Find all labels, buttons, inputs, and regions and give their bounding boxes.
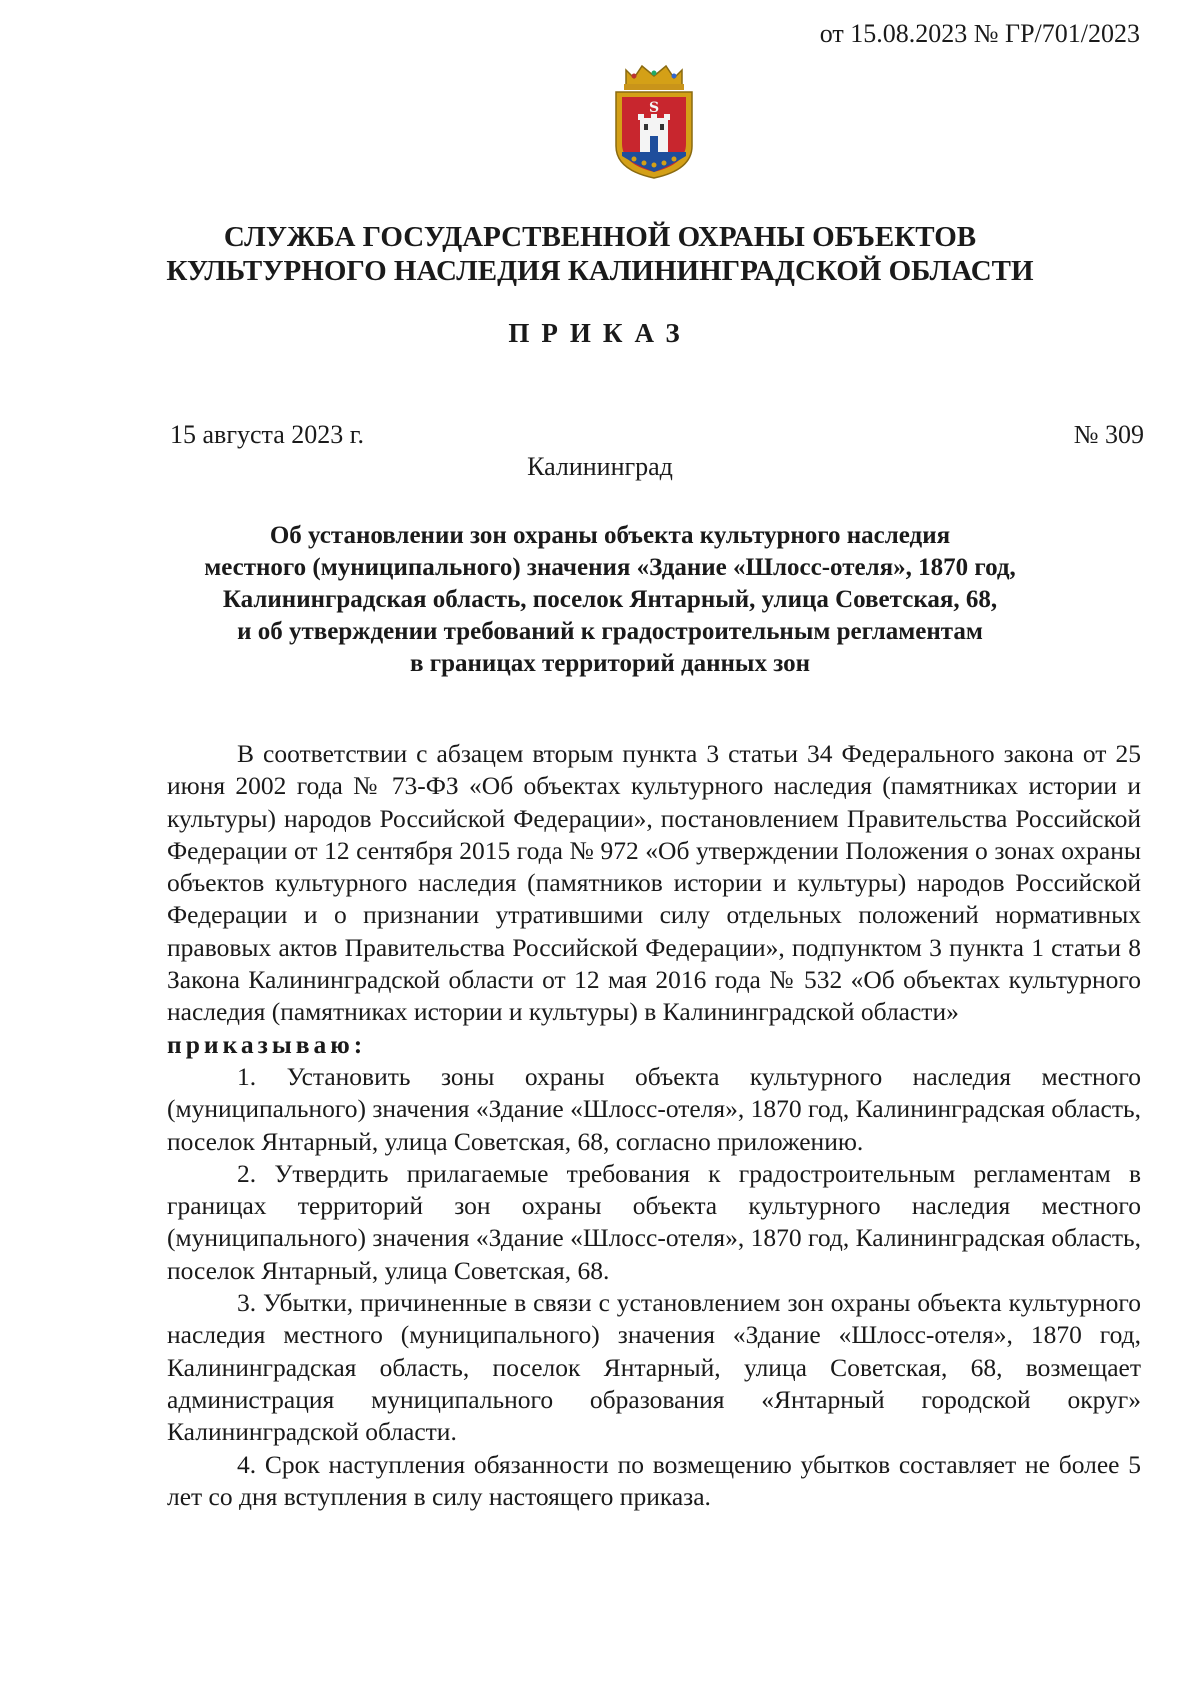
- order-item-3: 3. Убытки, причиненные в связи с установлением зон охраны объекта культурного наследия местного (муниципального) значения «Здание «Шлосс-отеля», 1870 год, Калининградская область, поселок Янтарный, улица Советская, 68, возмещает администрация муниципального образования «Янтарный городской округ» Калининградской области.: [167, 1288, 1141, 1447]
- document-type: ПРИКАЗ: [508, 318, 692, 348]
- title-line: местного (муниципального) значения «Здание «Шлосс-отеля», 1870 год,: [204, 554, 1016, 581]
- document-number: № 309: [1073, 420, 1144, 449]
- agency-name-line-2: КУЛЬТУРНОГО НАСЛЕДИЯ КАЛИНИНГРАДСКОЙ ОБЛАСТИ: [166, 255, 1034, 287]
- svg-text:S: S: [648, 100, 660, 116]
- document-date: 15 августа 2023 г.: [170, 420, 364, 449]
- document-city: Калининград: [527, 452, 673, 481]
- registration-reference: от 15.08.2023 № ГР/701/2023: [819, 19, 1140, 48]
- coat-of-arms-icon: [608, 62, 700, 180]
- order-item-1: 1. Установить зоны охраны объекта культурного наследия местного (муниципального) значения «Здание «Шлосс-отеля», 1870 год, Калининградская область, поселок Янтарный, улица Советская, 68, согласно приложению.: [167, 1061, 1141, 1156]
- document-body: [167, 738, 1141, 1513]
- document-title: [140, 520, 1080, 680]
- order-item-2: 2. Утвердить прилагаемые требования к градостроительным регламентам в границах территорий зон охраны объекта культурного наследия местного (муниципального) значения «Здание «Шлосс-отеля», 1870 год, Калининградская область, поселок Янтарный, улица Советская, 68.: [167, 1158, 1141, 1285]
- title-line: Калининградская область, поселок Янтарный, улица Советская, 68,: [222, 586, 998, 613]
- title-line: и об утверждении требований к градостроительным регламентам: [237, 618, 983, 645]
- title-line: Об установлении зон охраны объекта культурного наследия: [269, 522, 951, 549]
- title-line: в границах территорий данных зон: [410, 650, 810, 677]
- agency-name: [0, 220, 1200, 288]
- preamble-paragraph: В соответствии с абзацем вторым пункта 3 статьи 34 Федерального закона от 25 июня 2002 года № 73-ФЗ «Об объектах культурного наследия (памятниках истории и культуры) народов Российской Федерации», постановлением Правительства Российской Федерации от 12 сентября 2015 года № 972 «Об утверждении Положения о зонах охраны объектов культурного наследия (памятников истории и культуры) народов Российской Федерации и о признании утратившими силу отдельных положений нормативных правовых актов Правительства Российской Федерации», подпунктом 3 пункта 1 статьи 8 Закона Калининградской области от 12 мая 2016 года № 532 «Об объектах культурного наследия (памятниках истории и культуры) в Калининградской области»: [167, 739, 1141, 1027]
- agency-name-line-1: СЛУЖБА ГОСУДАРСТВЕННОЙ ОХРАНЫ ОБЪЕКТОВ: [223, 221, 977, 253]
- order-item-4: 4. Срок наступления обязанности по возмещению убытков составляет не более 5 лет со дня вступления в силу настоящего приказа.: [167, 1449, 1141, 1511]
- order-word: приказываю:: [167, 1029, 367, 1059]
